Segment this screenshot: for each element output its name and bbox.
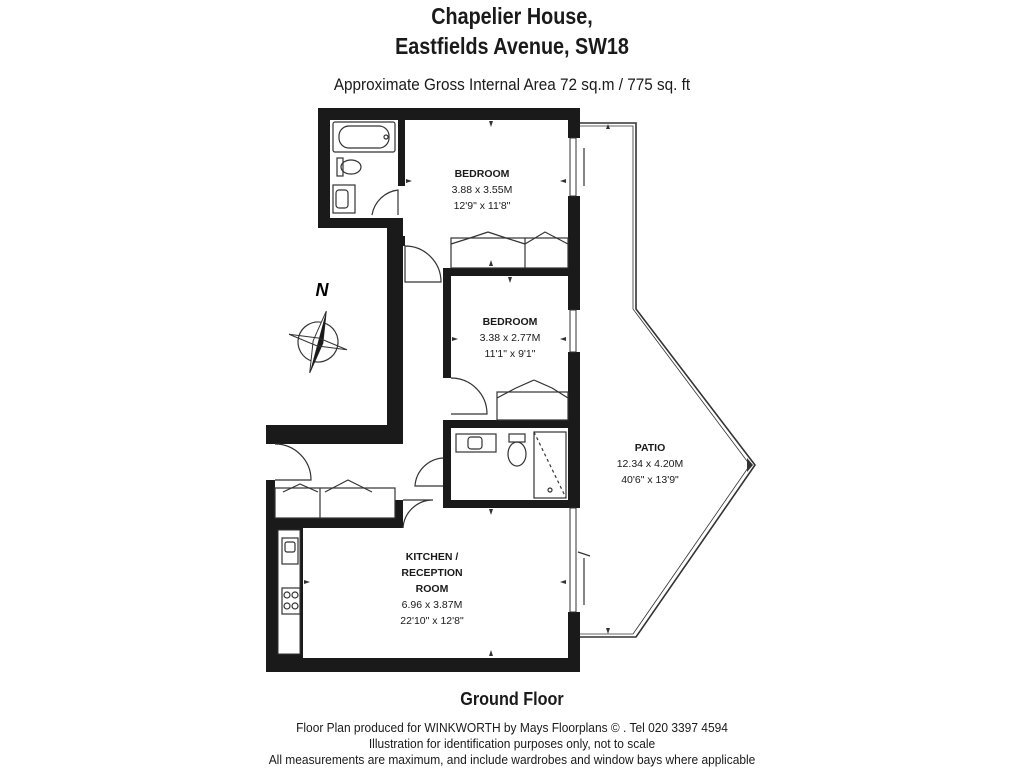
patio-label (617, 442, 684, 486)
toilet-bowl (508, 442, 526, 466)
wall-notch-right (387, 218, 403, 444)
wall-bed1-bed2 (443, 268, 570, 276)
dim-marker (606, 124, 610, 129)
dim-marker (406, 179, 412, 183)
room-name-line3: ROOM (415, 583, 449, 595)
wardrobe (497, 392, 568, 420)
wall-entry-top (266, 425, 275, 444)
toilet-cistern (509, 434, 525, 442)
property-name: Chapelier House, (431, 3, 593, 29)
door-swing (415, 458, 443, 486)
patio-boundary (578, 123, 755, 637)
room-metric: 6.96 x 3.87M (401, 599, 463, 611)
wall-bath2-left (443, 420, 451, 508)
kitchen-label (400, 551, 464, 627)
room-imperial: 40'6" x 13'9" (621, 474, 679, 486)
room-imperial: 12'9" x 11'8" (453, 200, 511, 212)
dim-marker (606, 628, 610, 634)
room-metric: 3.88 x 3.55M (451, 184, 513, 196)
wall-stub (398, 236, 405, 246)
wall-right-1 (568, 108, 580, 138)
footer-measurements-note: All measurements are maximum, and include wardrobes and window bays where applicable (268, 752, 756, 767)
patio-inner-line (578, 126, 750, 634)
gross-internal-area: Approximate Gross Internal Area 72 sq.m / 775 sq. ft (333, 75, 691, 94)
window-frame (570, 310, 576, 352)
bedroom2-label (480, 316, 541, 360)
room-name: PATIO (634, 442, 666, 454)
cupboard-door (325, 480, 372, 492)
bath-drain (384, 135, 388, 139)
compass (281, 303, 356, 380)
wall-bed2-bottom (443, 420, 570, 428)
wardrobe-door (534, 380, 568, 398)
dim-marker (489, 260, 493, 266)
entry-door-swing (275, 444, 311, 480)
room-metric: 12.34 x 4.20M (616, 458, 684, 470)
toilet-bowl (341, 160, 361, 174)
wall-top (318, 108, 580, 120)
patio-door (578, 552, 590, 556)
property-address: Eastfields Avenue, SW18 (395, 33, 629, 59)
wall-right-2 (568, 196, 580, 310)
dim-marker (489, 650, 493, 656)
hall-cupboard (275, 488, 395, 518)
room-name-line2: RECEPTION (401, 567, 463, 579)
door-swing (405, 246, 441, 282)
dim-marker (560, 580, 566, 584)
dim-marker (452, 337, 458, 341)
dim-marker (304, 580, 310, 584)
floor-name: Ground Floor (460, 689, 564, 709)
toilet-cistern (337, 158, 343, 176)
room-name: BEDROOM (454, 168, 510, 180)
basin (336, 190, 348, 208)
footer-disclaimer: Illustration for identification purposes only, not to scale (368, 736, 656, 751)
window-frame (570, 508, 576, 612)
patio-markers (606, 124, 753, 634)
dim-marker (560, 337, 566, 341)
room-imperial: 11'1" x 9'1" (484, 348, 536, 360)
kitchen-door-swing (403, 500, 433, 528)
dim-marker (489, 121, 493, 127)
footer-credit: Floor Plan produced for WINKWORTH by Mays Floorplans © . Tel 020 3397 4594 (296, 720, 728, 735)
dim-marker (489, 509, 493, 515)
room-metric: 3.38 x 2.77M (479, 332, 541, 344)
bathtub-basin (339, 126, 389, 148)
room-imperial: 22'10" x 12'8" (400, 615, 464, 627)
wall-right-4 (568, 612, 580, 672)
wardrobe (451, 238, 568, 268)
wall-bed2-left (443, 268, 451, 378)
bedroom1-label (452, 168, 513, 212)
room-name: BEDROOM (482, 316, 538, 328)
door-swing (372, 190, 398, 215)
shower-drain (548, 488, 552, 492)
wall-bath2-bottom (443, 500, 570, 508)
door-swing (451, 378, 487, 414)
room-name-line1: KITCHEN / (405, 551, 459, 563)
compass-label: N (315, 280, 329, 300)
wall-notch-bottom (266, 425, 403, 444)
wardrobe-door (497, 380, 534, 398)
wall-bottom (266, 658, 580, 672)
wall-bathroom-left (318, 108, 330, 228)
wall-bath-bed (398, 120, 405, 186)
dim-marker (508, 277, 512, 283)
patio-outline (578, 123, 755, 637)
window-frame (570, 138, 576, 196)
basin (468, 437, 482, 449)
wall-right-3 (568, 352, 580, 508)
wall-left (266, 480, 275, 672)
dim-marker (560, 179, 566, 183)
